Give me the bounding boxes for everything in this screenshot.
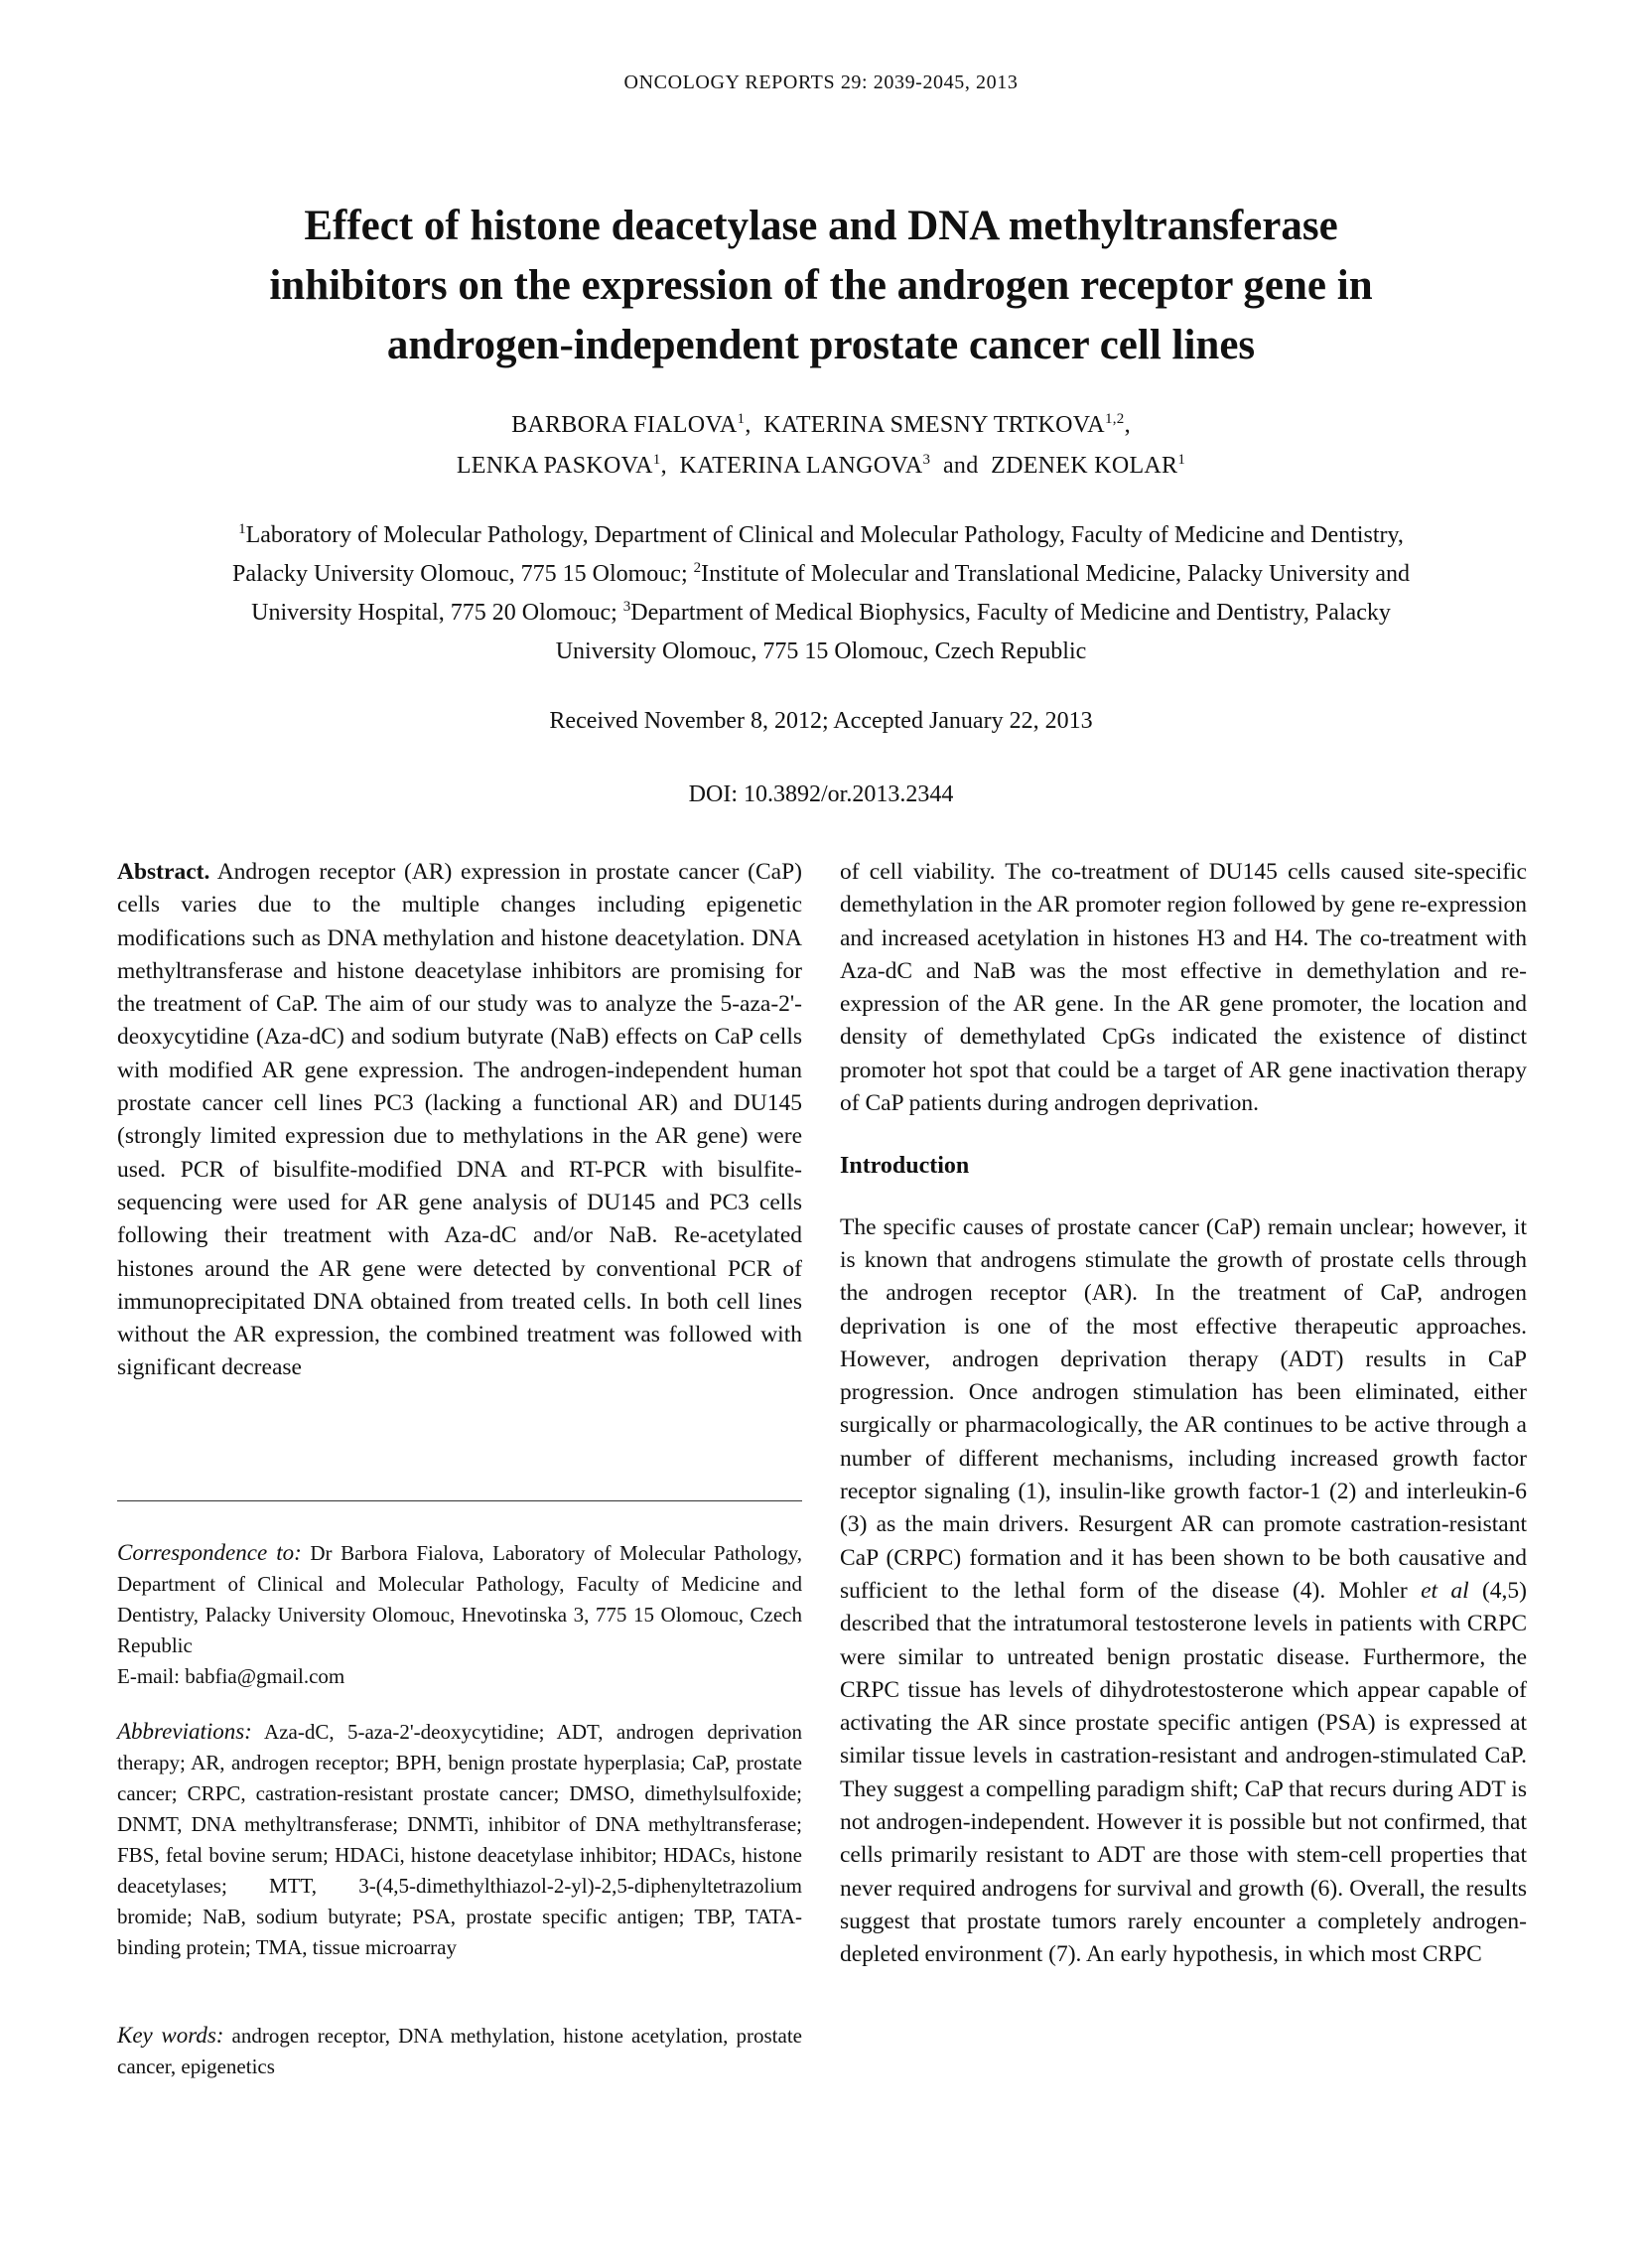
affiliations bbox=[199, 516, 1443, 671]
author-name: BARBORA FIALOVA bbox=[511, 412, 738, 438]
affiliation-marker: 3 bbox=[622, 599, 631, 615]
correspondence-footnote bbox=[117, 1537, 802, 1692]
keywords-footnote bbox=[117, 2020, 802, 2082]
correspondence-email: E-mail: babfia@gmail.com bbox=[117, 1664, 345, 1688]
keywords-text: androgen receptor, DNA methylation, histone acetylation, prostate cancer, epigenetics bbox=[117, 2024, 802, 2078]
title-line-2: inhibitors on the expression of the androgen receptor gene in bbox=[269, 262, 1373, 309]
article-title bbox=[119, 197, 1523, 375]
correspondence-label: Correspondence to: bbox=[117, 1540, 302, 1565]
abbreviations-footnote bbox=[117, 1716, 802, 1963]
author-separator: , bbox=[660, 453, 680, 479]
abstract-label: Abstract. bbox=[117, 859, 210, 885]
affiliation-text: Department of Medical Biophysics, Faculty of Medicine and Dentistry, Palacky University Olomouc, 775 15 Olomouc, Czech Republic bbox=[555, 600, 1391, 664]
title-line-3: androgen-independent prostate cancer cell lines bbox=[386, 322, 1256, 368]
introduction-paragraph bbox=[840, 1211, 1527, 1972]
author-line-2 bbox=[0, 446, 1642, 487]
right-column bbox=[840, 856, 1527, 1972]
abstract-continuation: of cell viability. The co-treatment of DU145 cells caused site-specific demethylation in the AR promoter region followed by gene re-expression and increased acetylation in histones H3 and H4. The co-treatment with Aza-dC and NaB was the most effective in demethylation and re-expression of the AR gene. In the AR gene promoter, the location and density of demethylated CpGs indicated the existence of distinct promoter hot spot that could be a target of AR gene inactivation therapy of CaP patients during androgen deprivation. bbox=[840, 859, 1527, 1117]
introduction-italic-et-al: et al bbox=[1421, 1577, 1469, 1604]
author-separator: , bbox=[1124, 412, 1131, 438]
author-name: ZDENEK KOLAR bbox=[991, 453, 1178, 479]
introduction-heading: Introduction bbox=[840, 1153, 970, 1180]
affiliation-marker: 2 bbox=[693, 560, 702, 576]
received-accepted-dates: Received November 8, 2012; Accepted January 22, 2013 bbox=[549, 708, 1093, 734]
author-line-1 bbox=[0, 405, 1642, 446]
author-name: KATERINA LANGOVA bbox=[679, 453, 923, 479]
left-column bbox=[117, 856, 802, 1385]
author-affiliation-marker: 1 bbox=[737, 411, 746, 427]
correspondence-text: Dr Barbora Fialova, Laboratory of Molecular Pathology, Department of Clinical and Molecular Pathology, Faculty of Medicine and Dentistry, Palacky University Olomouc, Hnevotinska 3, 775 15 Olomouc, Czech Republic bbox=[117, 1541, 802, 1657]
abstract-paragraph bbox=[117, 856, 802, 1385]
author-affiliation-marker: 1 bbox=[1177, 452, 1186, 468]
author-affiliation-marker: 1,2 bbox=[1104, 411, 1125, 427]
affiliation-text: Laboratory of Molecular Pathology, Department of Clinical and Molecular Pathology, Faculty of Medicine and Dentistry, Palacky University Olomouc, 775 15 Olomouc; bbox=[232, 522, 1404, 587]
author-affiliation-marker: 1 bbox=[652, 452, 661, 468]
doi: DOI: 10.3892/or.2013.2344 bbox=[688, 781, 954, 807]
introduction-text-part-2: (4,5) described that the intratumoral testosterone levels in patients with CRPC were similar to untreated benign prostatic disease. Furthermore, the CRPC tissue has levels of dihydrotestosterone which appear capable of activating the AR since prostate specific antigen (PSA) is expressed at similar tissue levels in castration-resistant and androgen-stimulated CaP. They suggest a compelling paradigm shift; CaP that recurs during ADT is not androgen-independent. However it is possible but not confirmed, that cells primarily resistant to ADT are those with stem-cell properties that never required androgens for survival and growth (6). Overall, the results suggest that prostate tumors rarely encounter a completely androgen-depleted environment (7). An early hypothesis, in which most CRPC bbox=[840, 1577, 1527, 1968]
author-affiliation-marker: 3 bbox=[922, 452, 931, 468]
affiliation-marker: 1 bbox=[238, 521, 246, 537]
introduction-text-part-1: The specific causes of prostate cancer (CaP) remain unclear; however, it is known that androgens stimulate the growth of prostate cells through the androgen receptor (AR). In the treatment of CaP, androgen deprivation is one of the most effective therapeutic approaches. However, androgen deprivation therapy (ADT) results in CaP progression. Once androgen stimulation has been eliminated, either surgically or pharmacologically, the AR continues to be active through a number of different mechanisms, including increased growth factor receptor signaling (1), insulin-like growth factor-1 (2) and interleukin-6 (3) as the main drivers. Resurgent AR can promote castration-resistant CaP (CRPC) formation and it has been shown to be both causative and sufficient to the lethal form of the disease (4). Mohler bbox=[840, 1213, 1527, 1604]
author-name: KATERINA SMESNY TRTKOVA bbox=[763, 412, 1105, 438]
affiliation-text: Institute of Molecular and Translational Medicine, Palacky University and University Hospital, 775 20 Olomouc; bbox=[251, 561, 1410, 626]
author-separator: , bbox=[745, 412, 764, 438]
author-name: LENKA PASKOVA bbox=[456, 453, 653, 479]
abstract-text: Androgen receptor (AR) expression in prostate cancer (CaP) cells varies due to the multiple changes including epigenetic modifications such as DNA methylation and histone deacetylation. DNA methyltransferase and histone deacetylase inhibitors are promising for the treatment of CaP. The aim of our study was to analyze the 5-aza-2'-deoxycytidine (Aza-dC) and sodium butyrate (NaB) effects on CaP cells with modified AR gene expression. The androgen-independent human prostate cancer cell lines PC3 (lacking a functional AR) and DU145 (strongly limited expression due to methylations in the AR gene) were used. PCR of bisulfite-modified DNA and RT-PCR with bisulfite-sequencing were used for AR gene analysis of DU145 and PC3 cells following their treatment with Aza-dC and/or NaB. Re-acetylated histones around the AR gene were detected by conventional PCR of immunoprecipitated DNA obtained from treated cells. In both cell lines without the AR expression, the combined treatment was followed with significant decrease bbox=[117, 859, 802, 1381]
author-list bbox=[0, 405, 1642, 487]
keywords-label: Key words: bbox=[117, 2023, 224, 2048]
abbreviations-text: Aza-dC, 5-aza-2'-deoxycytidine; ADT, androgen deprivation therapy; AR, androgen receptor; BPH, benign prostate hyperplasia; CaP, prostate cancer; CRPC, castration-resistant prostate cancer; DMSO, dimethylsulfoxide; DNMT, DNA methyltransferase; DNMTi, inhibitor of DNA methyltransferase; FBS, fetal bovine serum; HDACi, histone deacetylase inhibitor; HDACs, histone deacetylases; MTT, 3-(4,5-dimethylthiazol-2-yl)-2,5-diphenyltetrazolium bromide; NaB, sodium butyrate; PSA, prostate specific antigen; TBP, TATA-binding protein; TMA, tissue microarray bbox=[117, 1720, 802, 1959]
journal-header: ONCOLOGY REPORTS 29: 2039-2045, 2013 bbox=[623, 71, 1019, 93]
abbreviations-label: Abbreviations: bbox=[117, 1719, 252, 1744]
author-separator: and bbox=[930, 453, 992, 479]
footnote-divider bbox=[117, 1500, 802, 1501]
title-line-1: Effect of histone deacetylase and DNA methyltransferase bbox=[304, 203, 1338, 249]
